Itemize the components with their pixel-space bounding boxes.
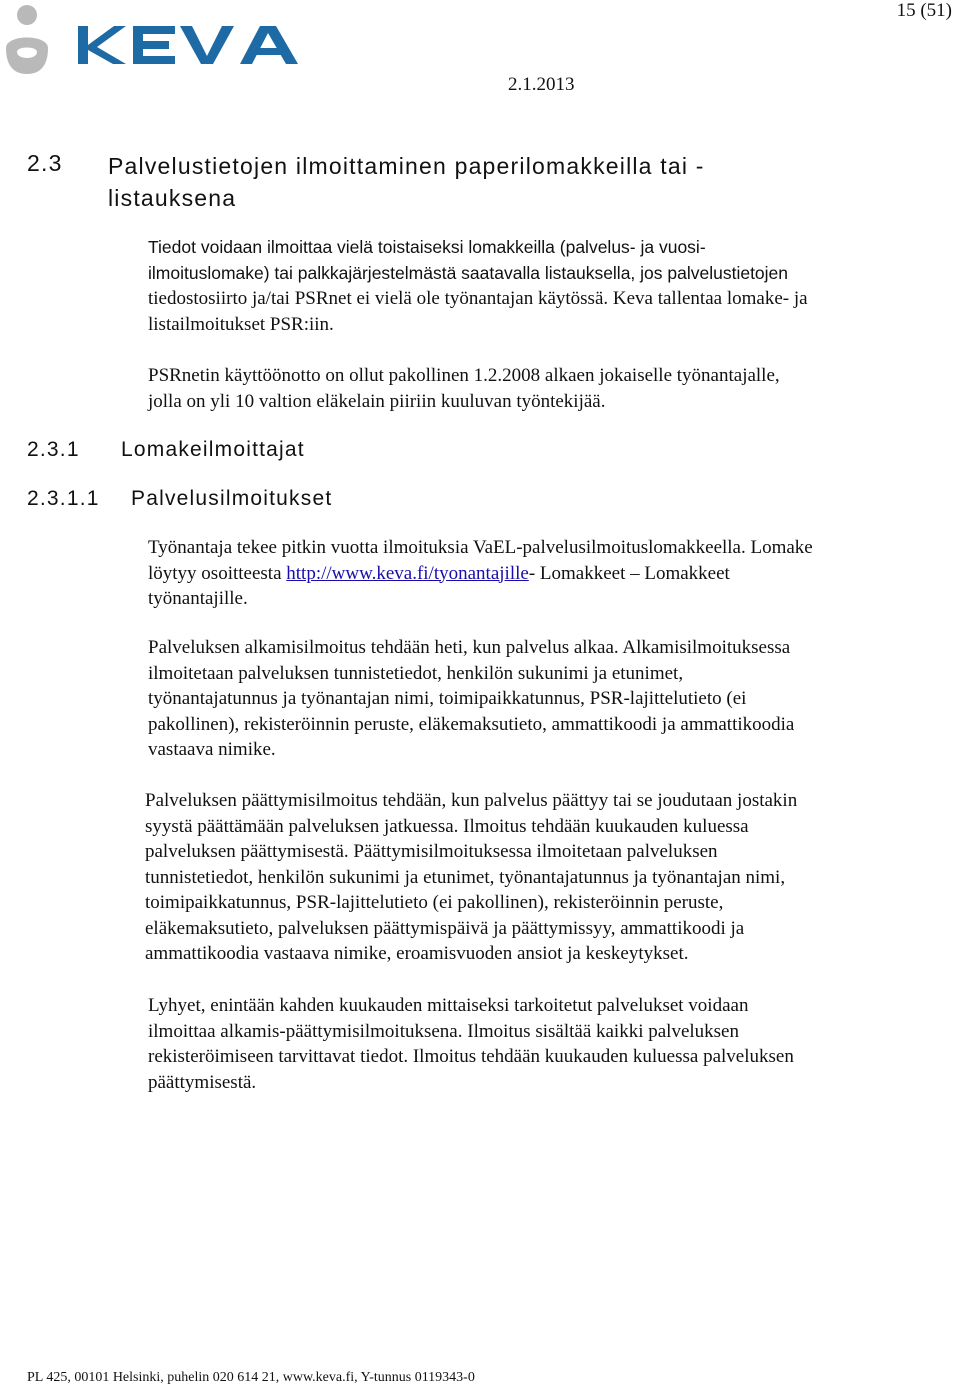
section-title-line-2: listauksena bbox=[108, 185, 237, 211]
keva-employers-link[interactable]: http://www.keva.fi/tyonantajille bbox=[286, 562, 529, 584]
section-title bbox=[108, 150, 868, 214]
paragraph-line: ilmoitetaan palveluksen tunnistetiedot, henkilön sukunimi ja etunimet, bbox=[148, 662, 684, 684]
paragraph-line: ilmoittaa alkamis-päättymisilmoituksena. Ilmoitus sisältää kaikki palveluksen bbox=[148, 1020, 739, 1042]
paragraph-line: palveluksen päättymisestä. Päättymisilmoituksessa ilmoitetaan palveluksen bbox=[145, 841, 718, 862]
keva-logo-graphic bbox=[0, 0, 310, 80]
paragraph-line: päättymisestä. bbox=[148, 1071, 257, 1093]
paragraph-line: listailmoitukset PSR:iin. bbox=[148, 313, 334, 335]
paragraph-line: Tiedot voidaan ilmoittaa vielä toistaiseksi lomakkeilla (palvelus- ja vuosi- bbox=[148, 237, 706, 257]
paragraph-line: toimipaikkatunnus, PSR-lajittelutieto (ei pakollinen), rekisteröinnin peruste, bbox=[145, 892, 724, 913]
start-notification-paragraph bbox=[148, 635, 928, 763]
keva-logo bbox=[0, 0, 310, 80]
subsubsection-title: Palvelusilmoitukset bbox=[131, 487, 333, 510]
logo-figure-head bbox=[17, 5, 37, 25]
paragraph-line: Lyhyet, enintään kahden kuukauden mittaiseksi tarkoitetut palvelukset voidaan bbox=[148, 995, 749, 1016]
paragraph-line: syystä päättämään palveluksen jatkuessa. Ilmoitus tehdään kuukauden kuluessa bbox=[145, 815, 749, 837]
paragraph-line: Palveluksen alkamisilmoitus tehdään heti, kun palvelus alkaa. Alkamisilmoituksessa bbox=[148, 637, 791, 658]
short-service-paragraph bbox=[148, 993, 938, 1095]
end-notification-paragraph bbox=[145, 788, 935, 967]
paragraph-line: rekisteröimiseen tarvittavat tiedot. Ilmoitus tehdään kuukauden kuluessa palveluksen bbox=[148, 1046, 794, 1067]
paragraph-line: ilmoituslomake) tai palkkajärjestelmästä saatavalla listauksella, jos palvelustietojen bbox=[148, 262, 789, 283]
paragraph-line: tiedostosiirto ja/tai PSRnet ei vielä ole työnantajan käytössä. Keva tallentaa lomake- ja bbox=[148, 288, 808, 309]
subsection-title: Lomakeilmoittajat bbox=[121, 438, 305, 461]
subsubsection-number: 2.3.1.1 bbox=[27, 487, 100, 510]
paragraph-line: PSRnetin käyttöönotto on ollut pakollinen 1.2.2008 alkaen jokaiselle työnantajalle, bbox=[148, 365, 780, 386]
paragraph-line: ammattikoodia vastaava nimike, eroamisvuoden ansiot ja keskeytykset. bbox=[145, 943, 689, 964]
document-date: 2.1.2013 bbox=[508, 74, 575, 95]
paragraph-line: jolla on yli 10 valtion eläkelain piiriin kuuluvan työntekijää. bbox=[148, 390, 606, 412]
link-prefix: löytyy osoitteesta bbox=[148, 562, 287, 584]
paragraph-line: työnantajatunnus ja työnantajan nimi, toimipaikkatunnus, PSR-lajittelutieto (ei bbox=[148, 688, 747, 709]
paragraph-line: tunnistetiedot, henkilön sukunimi ja etunimet, työnantajatunnus ja työnantajan nimi, bbox=[145, 866, 786, 888]
section-title-line-1: Palvelustietojen ilmoittaminen paperilomakkeilla tai - bbox=[108, 153, 705, 179]
paragraph-line: Työnantaja tekee pitkin vuotta ilmoituksia VaEL-palvelusilmoituslomakkeella. Lomake bbox=[148, 537, 813, 558]
psrnet-paragraph bbox=[148, 363, 938, 414]
link-suffix: - Lomakkeet – Lomakkeet bbox=[528, 562, 730, 584]
logo-figure-body bbox=[6, 38, 48, 75]
forms-paragraph bbox=[148, 535, 938, 612]
section-number: 2.3 bbox=[27, 150, 63, 176]
footer-contact: PL 425, 00101 Helsinki, puhelin 020 614 21, www.keva.fi, Y-tunnus 0119343-0 bbox=[27, 1370, 475, 1385]
subsection-number: 2.3.1 bbox=[27, 438, 80, 461]
intro-paragraph bbox=[148, 235, 938, 337]
paragraph-line: eläkemaksutieto, palveluksen päättymispäivä ja päättymissyy, ammattikoodi ja bbox=[145, 917, 745, 939]
paragraph-line: vastaava nimike. bbox=[148, 739, 276, 760]
paragraph-line-with-link bbox=[148, 561, 938, 587]
logo-wordmark bbox=[78, 26, 298, 64]
page-number: 15 (51) bbox=[896, 0, 952, 21]
paragraph-line: Palveluksen päättymisilmoitus tehdään, kun palvelus päättyy tai se joudutaan jostakin bbox=[145, 790, 798, 811]
paragraph-line: pakollinen), rekisteröinnin peruste, eläkemaksutieto, ammattikoodi ja ammattikoodia bbox=[148, 713, 795, 735]
paragraph-line: työnantajille. bbox=[148, 588, 248, 609]
